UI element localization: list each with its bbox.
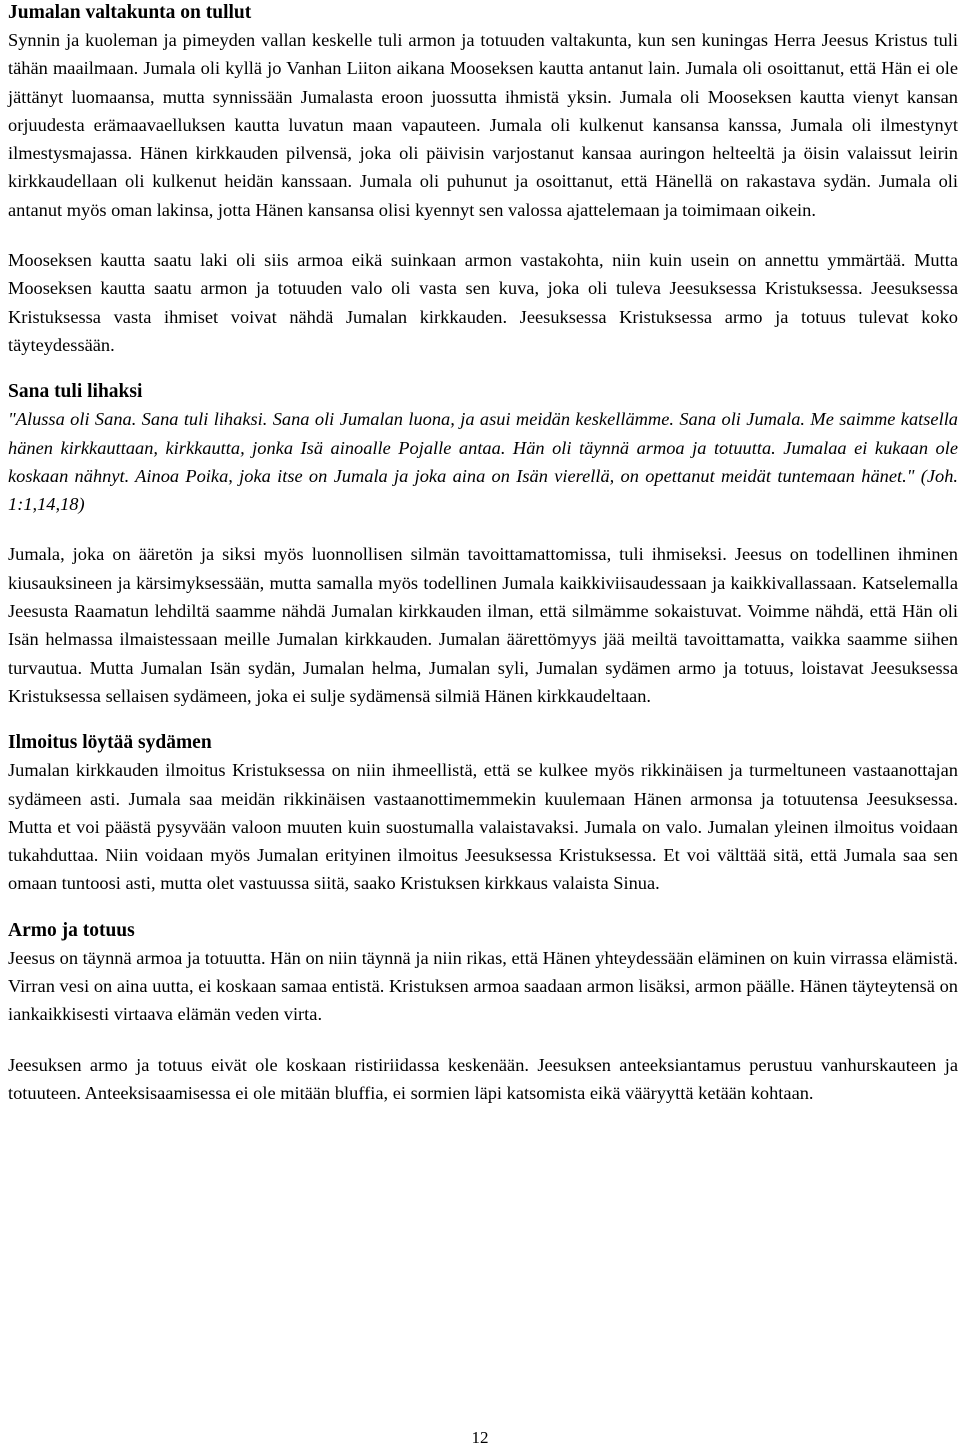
section-heading-jumalan-valtakunta: Jumalan valtakunta on tullut [8, 2, 252, 23]
page-number: 12 [471, 1428, 489, 1447]
section-heading-sana-tuli-lihaksi: Sana tuli lihaksi [8, 381, 143, 403]
paragraph: Jeesus on täynnä armoa ja totuutta. Hän on niin täynnä ja niin rikas, että Hänen yhteydessään eläminen on kuin virrassa elämistä. Virran vesi on aina uutta, ei koskaan samaa entistä. Kristuksen armoa saadaan armon lisäksi, armon päälle. Hänen täyteytensä on iankaikkisesti virtaava elämän veden virta. [8, 947, 958, 1025]
paragraph: Synnin ja kuoleman ja pimeyden vallan keskelle tuli armon ja totuuden valtakunta, kun sen kuningas Herra Jeesus Kristus tuli tähän maailmaan. Jumala oli kyllä jo Vanhan Liiton aikana Mooseksen kautta antanut lain. Jumala oli osoittanut, että Hän ei ole jättänyt luomaansa, mutta synnissään Jumalasta eroon juossutta ihmistä yksin. Jumala oli Mooseksen kautta vienyt kansan orjuudesta erämaavaelluksen kautta luvatun maan vapauteen. Jumala oli kulkenut kansansa kanssa, Jumala oli ilmestynyt ilmestysmajassa. Hänen kirkkauden pilvensä, joka oli päivisin varjostanut kansaa auringon helteeltä ja öisin valaissut leirin kirkkaudellaan oli kulkenut heidän kanssaan. Jumala oli puhunut ja osoittanut, että Hänellä on rakastava sydän. Jumala oli antanut myös oman lakinsa, jotta Hänen kansansa olisi kyennyt sen valossa ajattelemaan ja toimimaan oikein. [8, 30, 958, 220]
paragraph: Jumala, joka on ääretön ja siksi myös luonnollisen silmän tavoittamattomissa, tuli ihmiseksi. Jeesus on todellinen ihminen kiusauksineen ja kärsimyksessään, mutta samalla myös todellinen Jumala kaikkiviisaudessaan ja kaikkivallassaan. Katselemalla Jeesusta Raamatun lehdiltä saamme nähdä Jumalan kirkkauden ilman, että silmämme sokaistuvat. Voimme nähdä, että Hän oli Isän helmassa ilmaistessaan meille Jumalan kirkkauden. Jumalan äärettömyys jää meiltä tavoittamatta, vaikka saamme siihen turvautua. Mutta Jumalan Isän sydän, Jumalan helma, Jumalan syli, Jumalan sydämen armo ja totuus, loistavat Jeesuksessa Kristuksessa sellaisen sydämeen, joka ei sulje sydämensä silmiä Hänen kirkkaudeltaan. [8, 544, 958, 706]
paragraph: Jeesuksen armo ja totuus eivät ole koskaan ristiriidassa keskenään. Jeesuksen anteeksiantamus perustuu vanhurskauteen ja totuuteen. Anteeksisaamisessa ei ole mitään bluffia, ei sormien läpi katsomista eikä vääryyttä ketään kohtaan. [8, 1054, 958, 1103]
paragraph: Jumalan kirkkauden ilmoitus Kristuksessa on niin ihmeellistä, että se kulkee myös rikkinäisen ja turmeltuneen vastaanottajan sydämeen asti. Jumala saa meidän rikkinäisen vastaanottimemmekin kuulemaan Hänen armonsa ja totuutensa Jeesuksessa. Mutta et voi päästä pysyvään valoon muuten kuin suostumalla valaistavaksi. Jumala on valo. Jumalan yleinen ilmoitus voidaan tukahduttaa. Niin voidaan myös Jumalan erityinen ilmoitus Jeesuksessa Kristuksessa. Et voi välttää sitä, että Jumala saa sen omaan tuntoosi asti, mutta olet vastuussa siitä, saako Kristuksen kirkkaus valaista Sinua. [8, 760, 958, 894]
paragraph: Mooseksen kautta saatu laki oli siis armoa eikä suinkaan armon vastakohta, niin kuin usein on annettu ymmärtää. Mutta Mooseksen kautta saatu armon ja totuuden valo oli vasta sen kuva, joka oli tuleva Jeesuksessa Kristuksessa. Jeesuksessa Kristuksessa vasta ihmiset voivat nähdä Jumalan kirkkauden. Jeesuksessa Kristuksessa armo ja totuus tulevat koko täyteydessään. [8, 250, 958, 355]
section-heading-armo-ja-totuus: Armo ja totuus [8, 919, 135, 941]
section-heading-ilmoitus-loytaa-sydamen: Ilmoitus löytää sydämen [8, 732, 212, 754]
document-page [8, 0, 958, 1107]
bible-quote: "Alussa oli Sana. Sana tuli lihaksi. Sana oli Jumalan luona, ja asui meidän keskellämme. Sana oli Jumala. Me saimme katsella hänen kirkkauttaan, kirkkautta, jonka Isä ainoalle Pojalle antaa. Hän oli täynnä armoa ja totuutta. Jumalaa ei kukaan ole koskaan nähnyt. Ainoa Poika, joka itse on Jumala ja joka aina on Isän vierellä, on opettanut meidät tuntemaan hänet." (Joh. 1:1,14,18) [8, 409, 958, 515]
